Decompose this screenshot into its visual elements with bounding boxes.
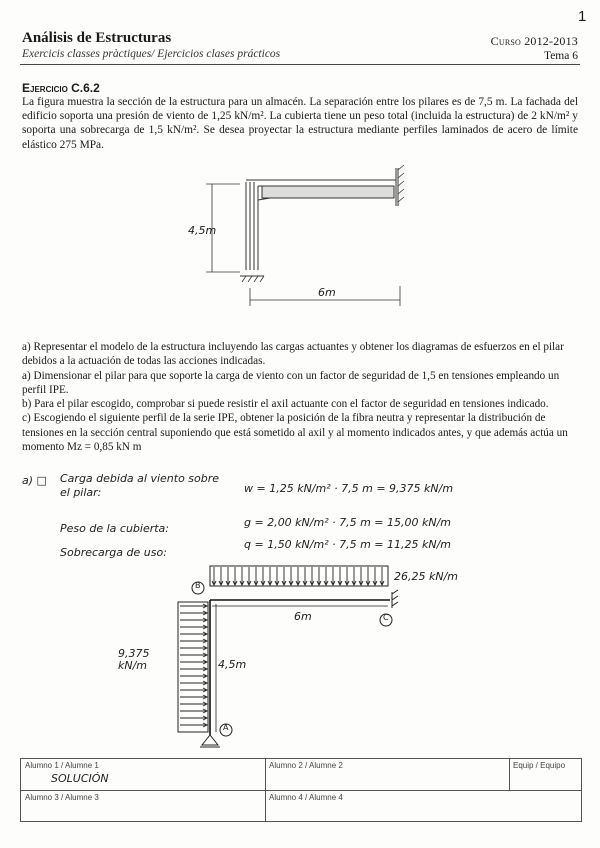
roof-weight-equation: g = 2,00 kN/m² · 7,5 m = 15,00 kN/m [244,516,452,529]
fixed-support-c [392,590,398,608]
question-item: c) Escogiendo el siguiente perfil de la serie IPE, obtener la posición de la fibra neutra y representar la distribución de tensiones en la sección central suponiendo que está sometido al axil y al momento indicados antes, y que además actúa un momento Mz = 0,85 kN m [22,412,568,454]
wind-load-equation: w = 1,25 kN/m² · 7,5 m = 9,375 kN/m [244,482,454,495]
span-label: 6m [318,286,336,299]
question-item: a) Dimensionar el pilar para que soporte la carga de viento con un factor de seguridad de 1,5 en tensiones empleando un perfil IPE. [22,369,560,396]
exercise-label: Ejercicio C.6.2 [22,81,100,95]
question-item: b) Para el pilar escogido, comprobar si puede resistir el axil actuante con el factor de seguridad en tensiones indicado. [22,398,549,411]
node-b-label: B [195,581,201,590]
document-title: Análisis de Estructuras [22,30,172,46]
topic-label: Tema 6 [543,50,578,62]
height-label: 4,5m [188,224,217,237]
pinned-support-a [200,735,220,747]
span-solution-label: 6m [294,610,312,623]
exercise-statement: La figura muestra la sección de la estructura para un almacén. La separación entre los pilares es de 7,5 m. La fachada del edificio soporta una presión de viento de 1,25 kN/m². La cubierta tiene un peso total (incluida la estructura) de 2 kN/m² y soporta una sobrecarga de 1,5 kN/m². Se desea proyectar la estructura mediante perfiles laminados de acero de límite elástico 275 MPa. [22,96,578,151]
student-info-table [20,758,582,822]
student1-label: Alumno 1 / Alumne 1 [25,761,99,770]
overload-label: Sobrecarga de uso: [60,546,167,559]
student3-label: Alumno 3 / Alumne 3 [25,793,99,802]
student2-label: Alumno 2 / Alumne 2 [269,761,343,770]
wind-value-label: 9,375 kN/m [118,647,150,672]
question-item: a) Representar el modelo de la estructura incluyendo las cargas actuantes y obtener los diagramas de esfuerzos en el pilar debidos a la actuación de todas las acciones indicadas. [22,341,564,368]
team-label: Equip / Equipo [513,761,566,770]
wind-load-arrows [180,604,207,727]
roof-load-total: 26,25 kN/m [394,570,459,583]
overload-equation: q = 1,50 kN/m² · 7,5 m = 11,25 kN/m [244,538,452,551]
node-a-label: A [223,723,229,732]
roof-load-arrows [212,567,384,585]
wind-load-label: Carga debida al viento sobre el pilar: [60,472,220,499]
height-solution-label: 4,5m [218,658,247,671]
student4-label: Alumno 4 / Alumne 4 [269,793,343,802]
document-subtitle: Exercicis classes pràctiques/ Ejercicios clases prácticos [22,48,281,60]
student1-value: SOLUCIÓN [51,772,109,785]
solution-item-marker: a) □ [22,474,47,487]
roof-weight-label: Peso de la cubierta: [60,522,170,535]
page-number: 1 [578,8,587,25]
course-label: Curso 2012-2013 [490,34,578,48]
node-c-label: C [383,613,389,622]
